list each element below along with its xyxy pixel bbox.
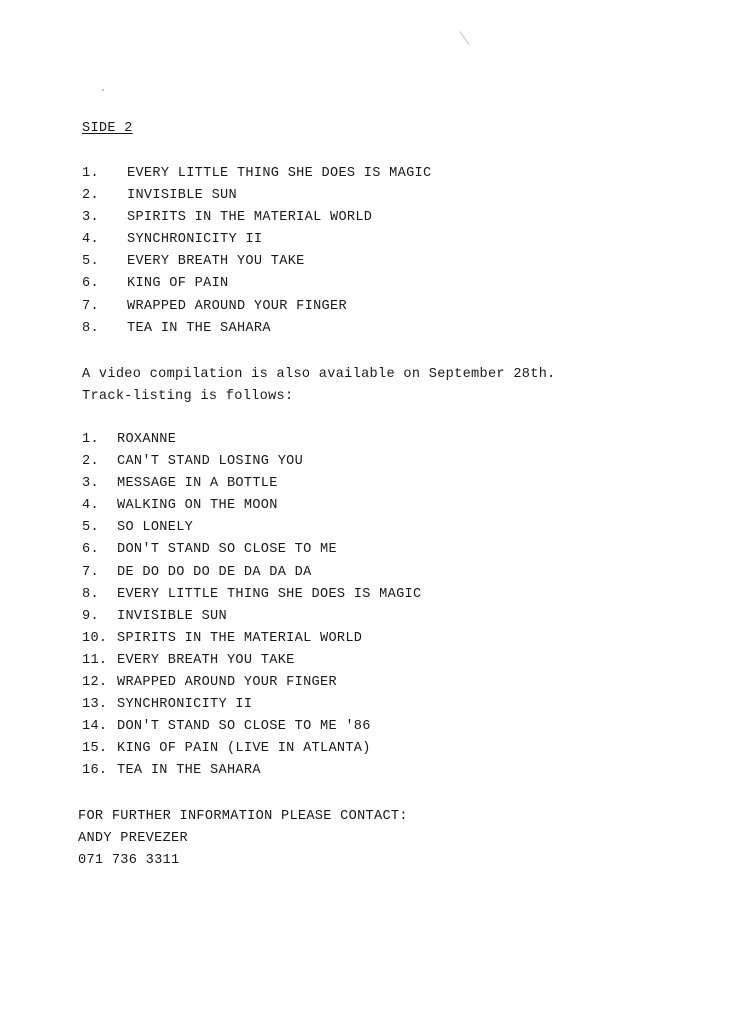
paper-scratch bbox=[460, 31, 470, 45]
track-title: MESSAGE IN A BOTTLE bbox=[117, 476, 278, 492]
track-title: DON'T STAND SO CLOSE TO ME bbox=[117, 542, 337, 558]
contact-heading: FOR FURTHER INFORMATION PLEASE CONTACT: bbox=[78, 809, 408, 824]
track-title: SO LONELY bbox=[117, 520, 194, 536]
track-number: 15. bbox=[82, 741, 108, 757]
contact-phone: 071 736 3311 bbox=[78, 853, 180, 868]
track-item bbox=[82, 163, 431, 185]
track-item bbox=[82, 251, 431, 273]
track-title: SYNCHRONICITY II bbox=[117, 697, 253, 713]
track-number: 2. bbox=[82, 454, 99, 470]
track-title: EVERY BREATH YOU TAKE bbox=[117, 652, 295, 668]
track-number: 12. bbox=[82, 675, 108, 691]
side-heading: SIDE 2 bbox=[82, 121, 133, 136]
track-title: WRAPPED AROUND YOUR FINGER bbox=[117, 675, 337, 691]
track-item bbox=[82, 318, 431, 340]
track-number: 11. bbox=[82, 652, 108, 668]
paper-speck bbox=[102, 89, 104, 91]
track-item bbox=[82, 207, 431, 229]
track-item bbox=[82, 539, 421, 561]
track-title: DON'T STAND SO CLOSE TO ME '86 bbox=[117, 719, 371, 735]
track-title: SPIRITS IN THE MATERIAL WORLD bbox=[117, 630, 363, 646]
track-item bbox=[82, 650, 421, 672]
track-item bbox=[82, 429, 421, 451]
track-title: SPIRITS IN THE MATERIAL WORLD bbox=[127, 210, 373, 226]
track-number: 3. bbox=[82, 476, 99, 492]
track-title: TEA IN THE SAHARA bbox=[117, 763, 261, 779]
video-intro bbox=[82, 364, 556, 408]
track-number: 2. bbox=[82, 188, 99, 204]
track-number: 8. bbox=[82, 320, 99, 336]
track-item bbox=[82, 606, 421, 628]
track-number: 9. bbox=[82, 608, 99, 624]
track-item bbox=[82, 628, 421, 650]
track-number: 13. bbox=[82, 697, 108, 713]
track-title: SYNCHRONICITY II bbox=[127, 232, 263, 248]
track-title: WALKING ON THE MOON bbox=[117, 498, 278, 514]
track-title: EVERY BREATH YOU TAKE bbox=[127, 254, 305, 270]
track-title: KING OF PAIN (LIVE IN ATLANTA) bbox=[117, 741, 371, 757]
contact-block bbox=[78, 806, 408, 872]
track-title: KING OF PAIN bbox=[127, 276, 229, 292]
track-number: 5. bbox=[82, 254, 99, 270]
track-number: 8. bbox=[82, 586, 99, 602]
track-number: 4. bbox=[82, 498, 99, 514]
track-item bbox=[82, 495, 421, 517]
track-item bbox=[82, 562, 421, 584]
track-item bbox=[82, 473, 421, 495]
track-item bbox=[82, 694, 421, 716]
track-title: ROXANNE bbox=[117, 432, 177, 447]
track-item bbox=[82, 185, 431, 207]
contact-name: ANDY PREVEZER bbox=[78, 831, 188, 846]
track-title: EVERY LITTLE THING SHE DOES IS MAGIC bbox=[127, 166, 432, 181]
track-number: 7. bbox=[82, 564, 99, 580]
track-item bbox=[82, 296, 431, 318]
track-number: 3. bbox=[82, 210, 99, 226]
track-item bbox=[82, 760, 421, 782]
track-title: CAN'T STAND LOSING YOU bbox=[117, 454, 304, 470]
track-number: 5. bbox=[82, 520, 99, 536]
track-item bbox=[82, 738, 421, 760]
track-item bbox=[82, 273, 431, 295]
track-item bbox=[82, 229, 431, 251]
video-track-list bbox=[82, 429, 421, 783]
track-item bbox=[82, 672, 421, 694]
track-title: TEA IN THE SAHARA bbox=[127, 320, 271, 336]
video-intro-line: A video compilation is also available on September 28th. bbox=[82, 367, 556, 382]
track-number: 10. bbox=[82, 630, 108, 646]
track-number: 1. bbox=[82, 166, 99, 181]
track-number: 6. bbox=[82, 542, 99, 558]
track-number: 14. bbox=[82, 719, 108, 735]
track-number: 4. bbox=[82, 232, 99, 248]
track-item bbox=[82, 517, 421, 539]
track-item bbox=[82, 716, 421, 738]
track-item bbox=[82, 451, 421, 473]
track-title: DE DO DO DO DE DA DA DA bbox=[117, 564, 312, 580]
track-number: 1. bbox=[82, 432, 99, 447]
track-title: WRAPPED AROUND YOUR FINGER bbox=[127, 298, 347, 314]
track-number: 6. bbox=[82, 276, 99, 292]
side2-track-list bbox=[82, 163, 431, 340]
track-item bbox=[82, 584, 421, 606]
track-title: EVERY LITTLE THING SHE DOES IS MAGIC bbox=[117, 586, 422, 602]
track-number: 7. bbox=[82, 298, 99, 314]
track-title: INVISIBLE SUN bbox=[117, 608, 227, 624]
track-number: 16. bbox=[82, 763, 108, 779]
track-title: INVISIBLE SUN bbox=[127, 188, 237, 204]
video-intro-line: Track-listing is follows: bbox=[82, 389, 294, 404]
